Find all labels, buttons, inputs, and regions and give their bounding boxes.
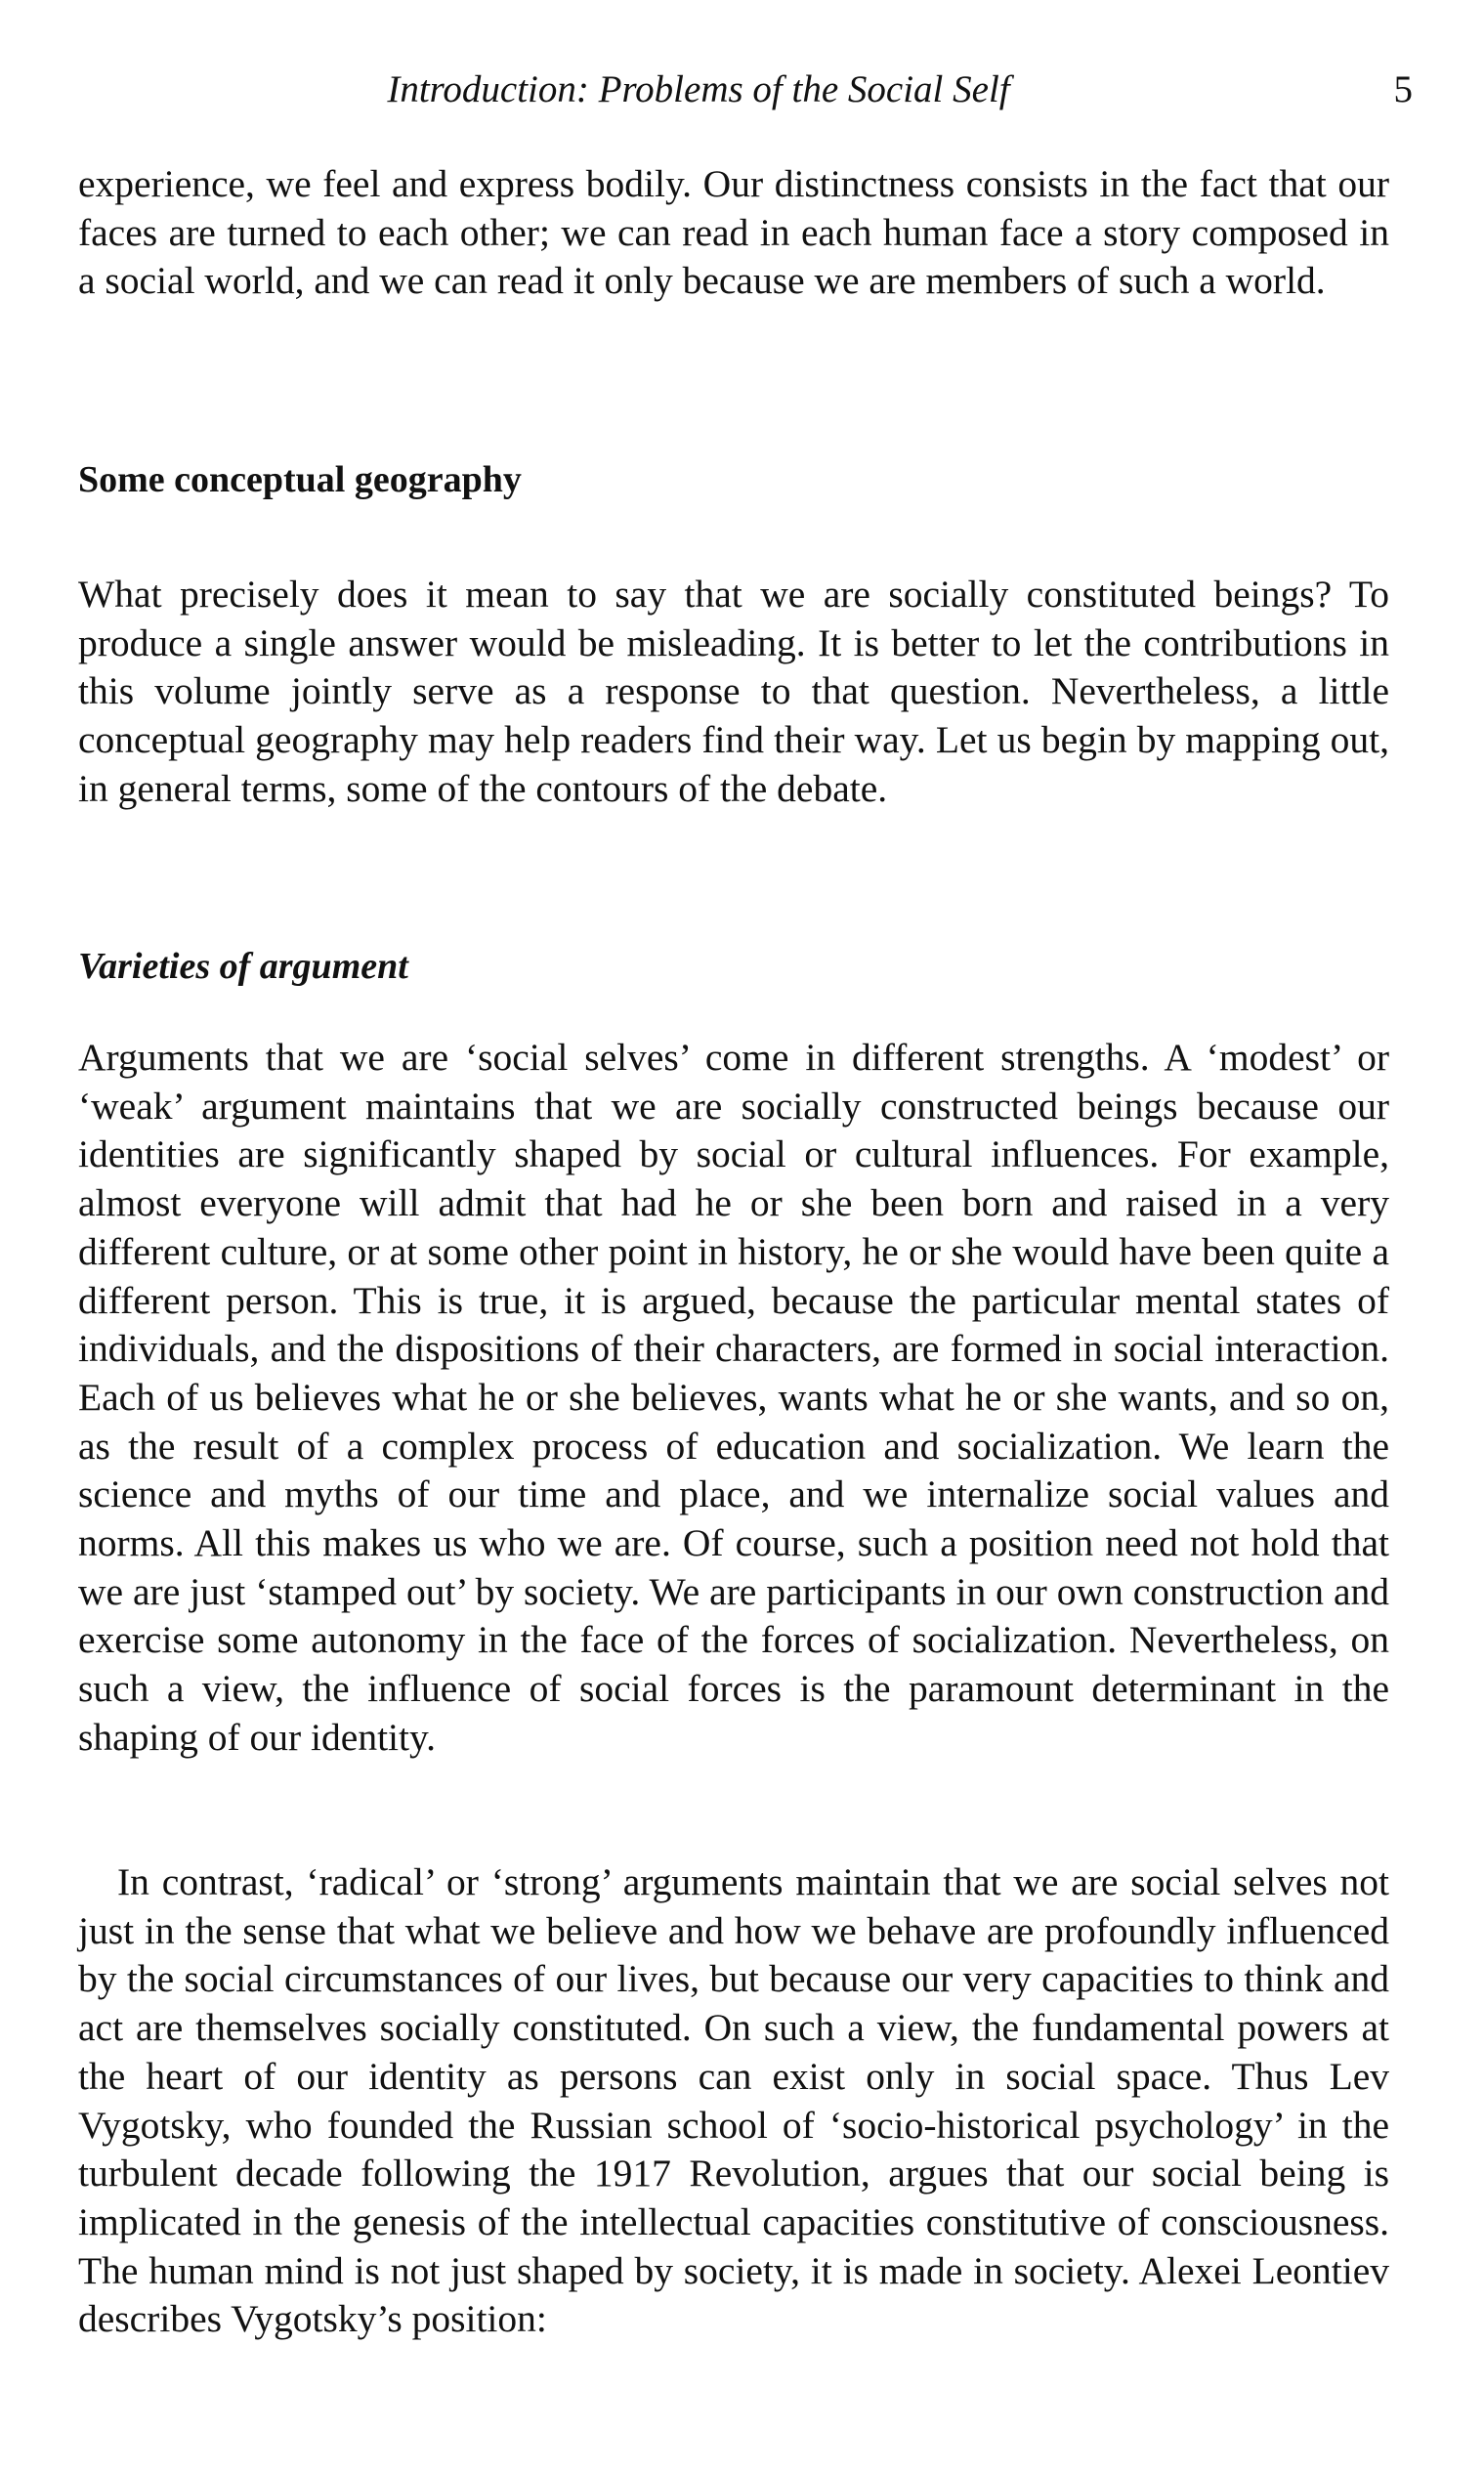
running-title: Introduction: Problems of the Social Self (387, 68, 1010, 110)
paragraph-opening: experience, we feel and express bodily. Our distinctness consists in the fact that our faces are turned to each other; we can read in each human face a story composed in a social world, and we can read it only because we are members of such a world. (78, 162, 1389, 303)
section-heading: Some conceptual geography (78, 459, 522, 500)
paragraph-geography: What precisely does it mean to say that we are socially constituted beings? To produce a single answer would be misleading. It is better to let the contributions in this volume jointly serve as a response to that question. Nevertheless, a little conceptual geography may help readers find their way. Let us begin by mapping out, in general terms, some of the contours of the debate. (78, 573, 1389, 810)
paragraph-weak-argument: Arguments that we are ‘social selves’ come in different strengths. A ‘modest’ or ‘weak’ argument maintains that we are socially constructed beings because our identities are significantly shaped by social or cultural influences. For example, almost everyone will admit that had he or she been born and raised in a very different culture, or at some other point in history, he or she would have been quite a different person. This is true, it is argued, because the particular mental states of individuals, and the dispositions of their characters, are formed in social interaction. Each of us believes what he or she believes, wants what he or she wants, and so on, as the result of a complex process of education and socialization. We learn the science and myths of our time and place, and we internalize social values and norms. All this makes us who we are. Of course, such a position need not hold that we are just ‘stamped out’ by society. We are participants in our own construction and exercise some autonomy in the face of the forces of socialization. Nevertheless, on such a view, the influence of social forces is the paramount determinant in the shaping of our identity. (78, 1036, 1389, 1759)
paragraph-strong-argument: In contrast, ‘radical’ or ‘strong’ arguments maintain that we are social selves not just in the sense that what we believe and how we behave are profoundly influenced by the social circumstances of our lives, but because our very capacities to think and act are themselves socially constituted. On such a view, the fundamental powers at the heart of our identity as persons can exist only in social space. Thus Lev Vygotsky, who founded the Russian school of ‘socio-historical psychology’ in the turbulent decade following the 1917 Revolution, argues that our social being is implicated in the genesis of the intellectual capacities constitutive of consciousness. The human mind is not just shaped by society, it is made in society. Alexei Leontiev describes Vygotsky’s position: (78, 1860, 1389, 2341)
page-number: 5 (1393, 68, 1413, 110)
book-page (78, 0, 1413, 2473)
running-head (78, 61, 1413, 119)
subsection-heading: Varieties of argument (78, 946, 408, 987)
